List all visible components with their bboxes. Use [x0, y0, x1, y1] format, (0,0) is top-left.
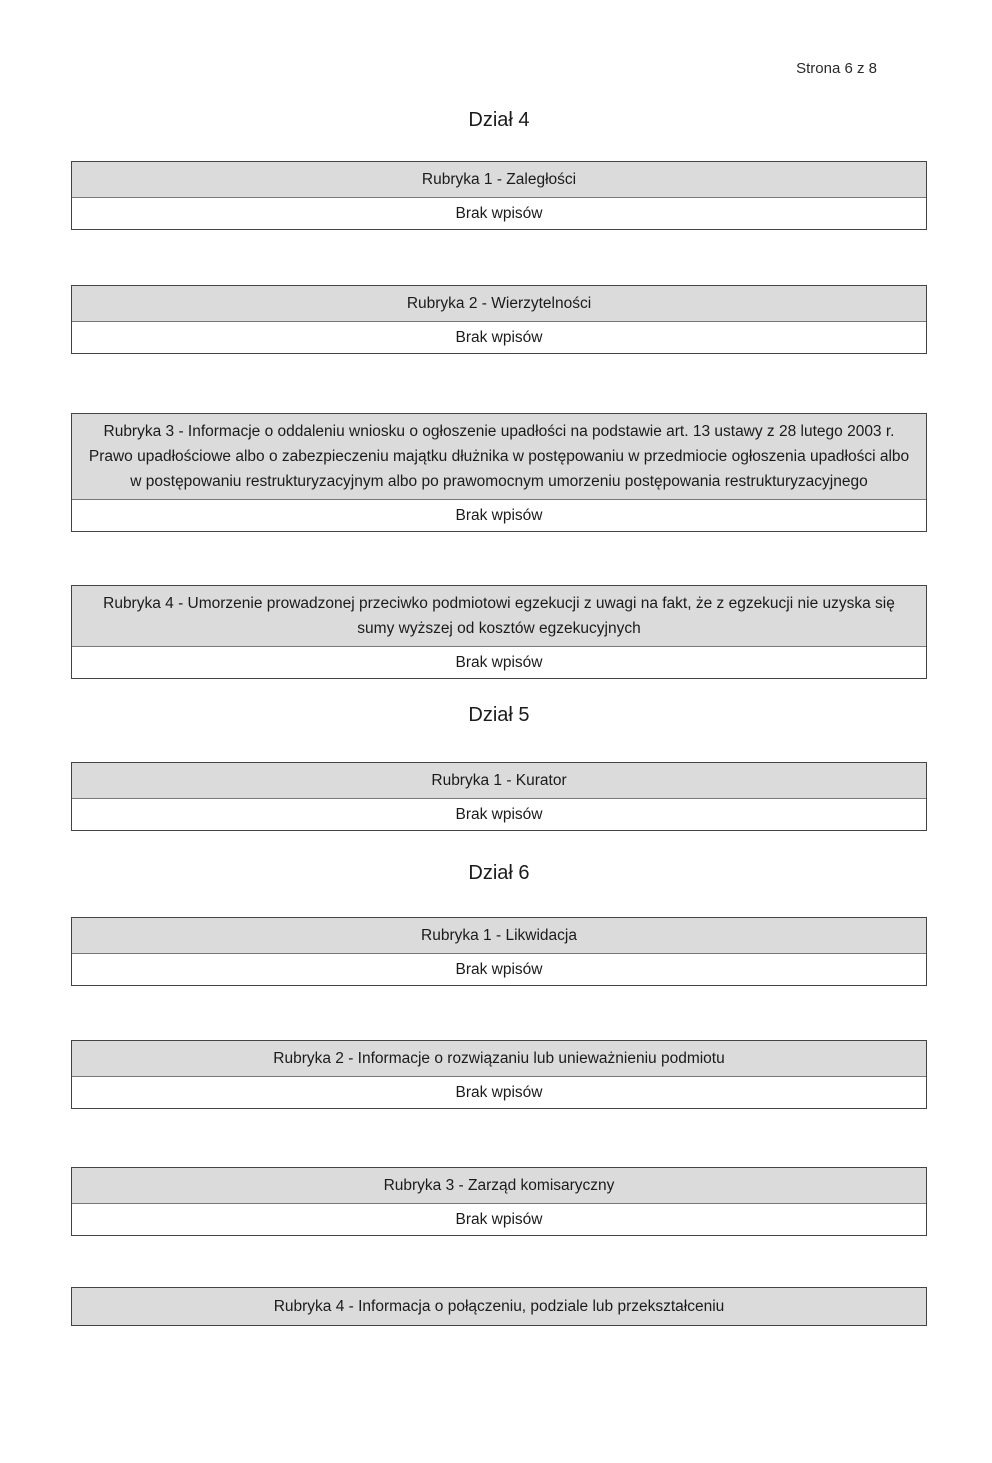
rubric-empty-entry: Brak wpisów — [455, 806, 543, 823]
rubric-box-dzial4-rubryka4 — [71, 585, 927, 679]
rubric-header: Rubryka 2 - Informacje o rozwiązaniu lub unieważnieniu podmiotu — [72, 1041, 926, 1077]
section-title-dzial-4: Dział 4 — [468, 109, 530, 131]
rubric-empty-entry: Brak wpisów — [455, 1211, 543, 1228]
rubric-empty-entry: Brak wpisów — [455, 1084, 543, 1101]
rubric-empty-entry: Brak wpisów — [455, 961, 543, 978]
rubric-box-dzial6-rubryka1 — [71, 917, 927, 986]
rubric-header: Rubryka 3 - Informacje o oddaleniu wniosku o ogłoszenie upadłości na podstawie art. 13 ustawy z 28 lutego 2003 r. Prawo upadłościowe albo o zabezpieczeniu majątku dłużnika w postępowaniu w przedmiocie ogłoszenia upadłości albo w postępowaniu restrukturyzacyjnym albo po prawomocnym umorzeniu postępowania restrukturyzacyjnego — [72, 414, 926, 500]
rubric-header: Rubryka 3 - Zarząd komisaryczny — [72, 1168, 926, 1204]
rubric-empty-entry: Brak wpisów — [455, 329, 543, 346]
page-number: Strona 6 z 8 — [796, 60, 877, 77]
rubric-box-dzial4-rubryka3 — [71, 413, 927, 532]
rubric-box-dzial6-rubryka3 — [71, 1167, 927, 1236]
rubric-header: Rubryka 1 - Likwidacja — [72, 918, 926, 954]
rubric-box-dzial4-rubryka1 — [71, 161, 927, 230]
rubric-header: Rubryka 2 - Wierzytelności — [72, 286, 926, 322]
rubric-empty-entry: Brak wpisów — [455, 507, 543, 524]
document-page — [71, 60, 927, 1326]
rubric-header: Rubryka 4 - Informacja o połączeniu, podziale lub przekształceniu — [72, 1288, 926, 1325]
rubric-header: Rubryka 1 - Zaległości — [72, 162, 926, 198]
rubric-box-dzial4-rubryka2 — [71, 285, 927, 354]
rubric-header: Rubryka 4 - Umorzenie prowadzonej przeciwko podmiotowi egzekucji z uwagi na fakt, że z egzekucji nie uzyska się sumy wyższej od kosztów egzekucyjnych — [72, 586, 926, 647]
rubric-box-dzial5-rubryka1 — [71, 762, 927, 831]
rubric-empty-entry: Brak wpisów — [455, 654, 543, 671]
rubric-box-dzial6-rubryka4-truncated — [71, 1287, 927, 1326]
section-title-dzial-5: Dział 5 — [468, 704, 530, 726]
section-title-dzial-6: Dział 6 — [468, 862, 530, 884]
rubric-header: Rubryka 1 - Kurator — [72, 763, 926, 799]
rubric-empty-entry: Brak wpisów — [455, 205, 543, 222]
rubric-box-dzial6-rubryka2 — [71, 1040, 927, 1109]
